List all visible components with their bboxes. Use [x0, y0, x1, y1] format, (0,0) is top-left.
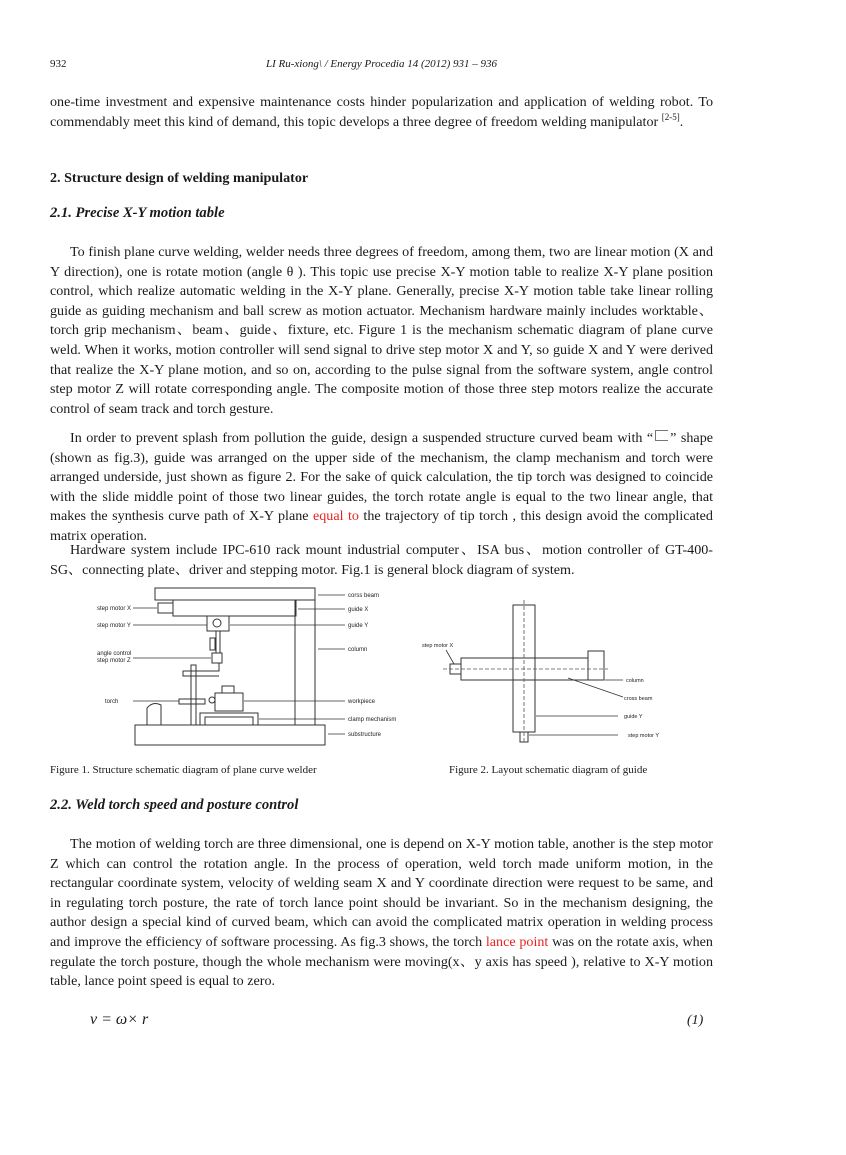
clamp-shape	[200, 713, 258, 725]
intro-text: one-time investment and expensive maintenance costs hinder popularization and application of welding robot. To commendably meet this kind of demand, this topic develops a three degree of freedom welding manipulator	[50, 94, 713, 130]
curved-beam-shape-icon	[655, 430, 668, 441]
journal-citation: LI Ru-xiong\ / Energy Procedia 14 (2012) 931 – 936	[265, 58, 498, 70]
guide-x-shape	[173, 600, 296, 616]
label-clamp: clamp mechanism	[348, 717, 397, 723]
label-step-motor-x: step motor X	[97, 606, 132, 612]
guide-y-shape	[207, 616, 229, 631]
p-text-b: was on the rotate axis, when regulate the torch posture, though the whole mechanism were moving(x、y axis has speed ), relative to X-Y motion table, lance point speed is equal to zero.	[50, 933, 713, 990]
label-step-motor-y: step motor Y	[628, 733, 660, 739]
intro-end: .	[679, 113, 684, 130]
label-guide-y: guide Y	[348, 623, 369, 629]
equation: v = ω× r	[90, 1011, 149, 1028]
label-torch: torch	[105, 699, 119, 705]
p2-text-b: ” shape (shown as fig.3), guide was arranged on the upper side of the mechanism, the clamp mechanism and torch were arranged underside, just shown as figure 2. For the sake of quick calculation, the tip torch was designed to coincide with the slide middle point of those two linear guides, the torch rotate angle is equal to the two linear angle, that makes the synthesis curve path of X-Y plane	[50, 430, 713, 525]
figure-1	[95, 583, 405, 748]
label-workpiece: workpiece	[348, 699, 376, 705]
figure-2-caption: Figure 2. Layout schematic diagram of guide	[449, 764, 648, 776]
subsection-heading-2-2: 2.2. Weld torch speed and posture control	[50, 797, 299, 813]
subsection-heading-2-1: 2.1. Precise X-Y motion table	[50, 205, 225, 221]
label-column: column	[626, 678, 644, 684]
label-step-motor-x: step motor X	[422, 643, 454, 649]
running-header	[50, 58, 713, 74]
p2-text-c: the trajectory of tip torch , this design avoid the complicated matrix operation.	[50, 508, 713, 544]
section-heading: 2. Structure design of welding manipulator	[50, 170, 309, 186]
label-guide-x: guide X	[348, 607, 369, 613]
highlighted-text: lance point	[485, 933, 549, 950]
label-step-motor-y: step motor Y	[97, 623, 131, 629]
torch-shape	[179, 699, 205, 704]
workpiece-shape	[215, 693, 243, 711]
label-cross-beam: cross beam	[624, 696, 653, 702]
label-step-motor-z: step motor Z	[97, 658, 131, 664]
paragraph-2-1-b	[50, 429, 713, 547]
page-number: 932	[50, 58, 67, 70]
figure-2-diagram	[418, 595, 698, 745]
substructure-shape	[135, 725, 325, 745]
p-text-a: The motion of welding torch are three dimensional, one is depend on X-Y motion table, another is the step motor Z which can control the rotation angle. In the process of operation, weld torch made uniform motion, in the rectangular coordinate system, velocity of welding seam X and Y coordinate direction were request to be same, and in regulating torch posture, the rate of torch lance point should be invariant. So in the mechanism designing, the author design a special kind of curved beam, which can avoid the complicated matrix operation in welding process and improve the efficiency of software processing. As fig.3 shows, the torch	[50, 836, 713, 950]
figure-1-caption: Figure 1. Structure schematic diagram of plane curve welder	[50, 764, 317, 776]
paragraph-2-1-a: To finish plane curve welding, welder needs three degrees of freedom, among them, two are linear motion (X and Y direction), one is rotate motion (angle θ ). This topic use precise X-Y motion table to realize X-Y plane position control, which realize automatic welding in the X-Y plane. Generally, precise X-Y motion table take linear rolling guide as guiding mechanism and ball screw as motion actuator. Mechanism hardware mainly includes worktable、torch grip mechanism、beam、guide、fixture, etc. Figure 1 is the mechanism schematic diagram of plane curve weld. When it works, motion controller will send signal to drive step motor X and Y, so guide X and Y were derived that realize the X-Y plane motion, and so on, according to the pulse signal from the software system, angle control step motor Z will rotate corresponding angle. The composite motion of those three step motors realize the accurate control of seam track and torch gesture.	[50, 244, 713, 417]
highlighted-text: equal to	[313, 508, 359, 525]
figure-1-diagram	[95, 583, 405, 748]
intro-paragraph	[50, 93, 713, 132]
equation-number: (1)	[687, 1013, 704, 1028]
label-cross-beam: corss beam	[348, 593, 380, 599]
figure-2	[418, 595, 698, 745]
label-substructure: substructure	[348, 732, 382, 738]
paragraph-2-1-c: Hardware system include IPC-610 rack mount industrial computer、ISA bus、motion controller of GT-400-SG、connecting plate、driver and stepping motor. Fig.1 is general block diagram of system.	[50, 542, 713, 578]
step-motor-z-shape	[212, 653, 222, 663]
label-angle-control: angle control	[97, 651, 132, 657]
paragraph-2-2	[50, 835, 713, 992]
p2-text-a: In order to prevent splash from pollution the guide, design a suspended structure curved beam with “	[70, 430, 654, 446]
label-guide-y: guide Y	[624, 714, 643, 720]
citation-ref: [2-5]	[661, 111, 680, 122]
column-shape	[588, 651, 604, 680]
step-motor-x-shape	[158, 603, 173, 613]
label-column: column	[348, 647, 368, 653]
cross-beam-shape	[155, 588, 315, 600]
